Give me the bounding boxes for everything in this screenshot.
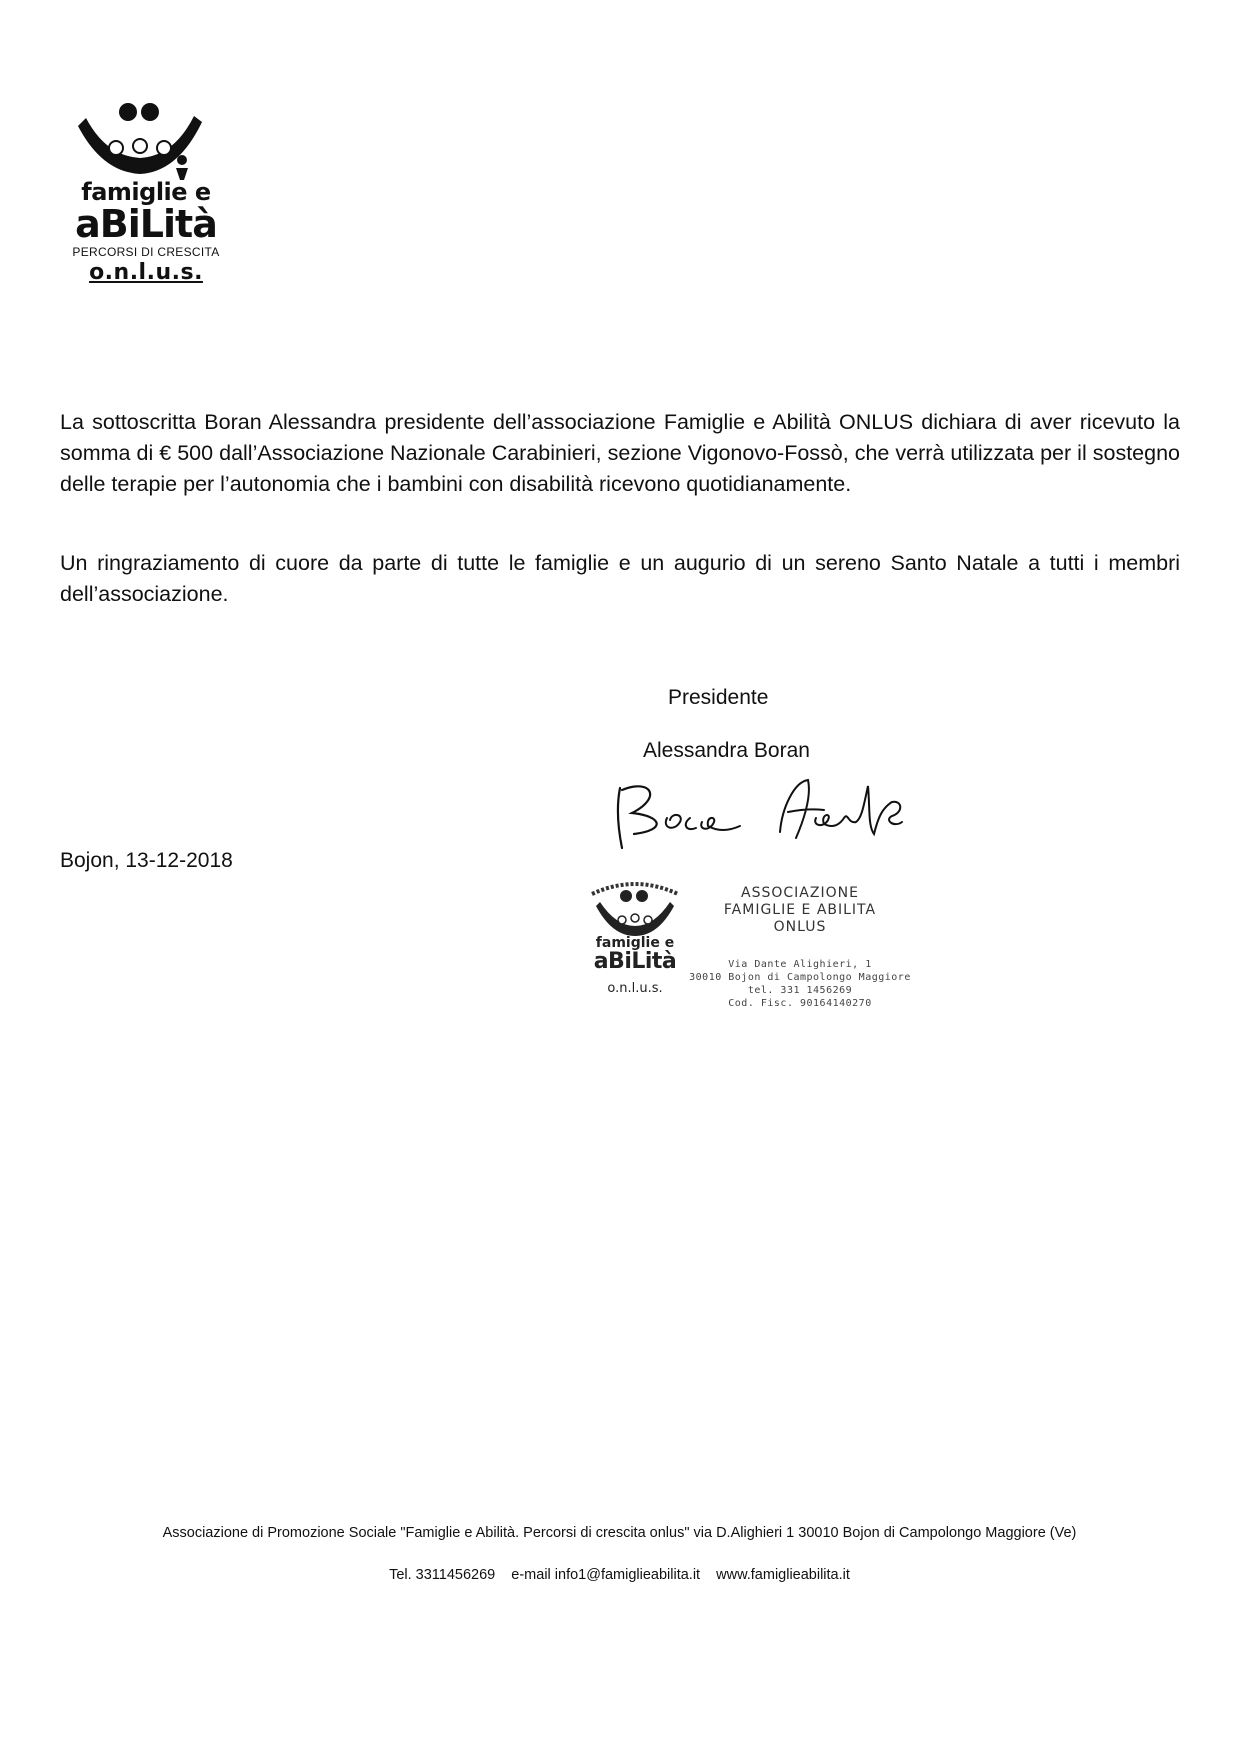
stamp-phone: tel. 331 1456269 (747, 985, 853, 996)
stamp-title-line3: ONLUS (773, 919, 827, 935)
logo-text-famiglie: famiglie e (81, 178, 211, 206)
stamp-city: 30010 Bojon di Campolongo Maggiore (689, 972, 911, 983)
footer-address: Associazione di Promozione Sociale "Famiglie e Abilità. Percorsi di crescita onlus" via D.Alighieri 1 30010 Bojon di Campolongo Maggiore (Ve) (162, 1525, 1077, 1541)
footer-email[interactable]: e-mail info1@famiglieabilita.it (511, 1567, 701, 1583)
logo-text-abilita: aBiLità (75, 202, 217, 246)
footer-phone: Tel. 3311456269 (389, 1567, 496, 1583)
footer-website[interactable]: www.famiglieabilita.it (716, 1567, 850, 1583)
place-and-date: Bojon, 13-12-2018 (60, 849, 233, 872)
families-figures-icon (66, 96, 226, 186)
stamp-tax-code: Cod. Fisc. 90164140270 (728, 998, 872, 1009)
thanks-paragraph: Un ringraziamento di cuore da parte di tutte le famiglie e un augurio di un sereno Santo Natale a tutti i membri dell’associazione. (60, 551, 1180, 606)
stamp-logo-abilita: aBiLità (593, 949, 677, 974)
stamp-title-line1: ASSOCIAZIONE (741, 885, 859, 901)
footer-contacts (0, 1567, 1239, 1583)
stamp-families-icon (580, 878, 690, 938)
signature-scribble-icon (612, 768, 922, 858)
declaration-paragraph: La sottoscritta Boran Alessandra presidente dell’associazione Famiglie e Abilità ONLUS dichiara di aver ricevuto la somma di € 500 dall’Associazione Nazionale Carabinieri, sezione Vigonovo-Fossò, che verrà utilizzata per il sostegno delle terapie per l’autonomia che i bambini con disabilità ricevono quotidianamente. (60, 410, 1180, 496)
association-logo (66, 96, 226, 296)
stamp-address: Via Dante Alighieri, 1 (728, 959, 872, 970)
handwritten-signature (612, 768, 922, 858)
stamp-logo-famiglie: famiglie e (595, 935, 675, 951)
logo-text-percorsi: PERCORSI DI CRESCITA (72, 245, 220, 259)
stamp-title-line2: FAMIGLIE E ABILITA (723, 902, 877, 918)
signer-name: Alessandra Boran (643, 739, 810, 762)
signer-title: Presidente (668, 686, 769, 709)
stamp-logo-onlus: o.n.l.u.s. (607, 981, 663, 996)
logo-text-onlus: o.n.l.u.s. (89, 260, 203, 285)
